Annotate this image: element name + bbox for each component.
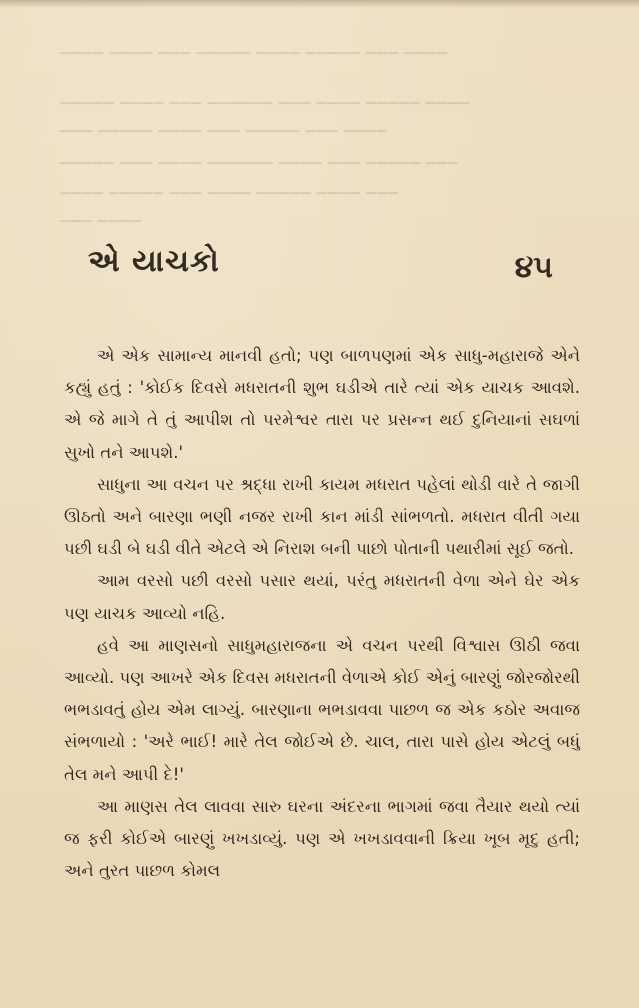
show-through-line: ▁▁▁▁▁ ▁▁▁▁ ▁▁▁ ▁▁▁▁▁▁ ▁▁▁ ▁▁▁▁ ▁▁▁▁▁ ▁▁▁▁ xyxy=(60,90,470,105)
show-through-line: ▁▁▁ ▁▁▁▁ xyxy=(60,208,143,223)
paragraph: હવે આ માણસનો સાધુમહારાજના એ વચન પરથી વિશ્વાસ ઊઠી જવા આવ્યો. પણ આખરે એક દિવસ મધરાતની વેળાએ કોઈ એનું બારણું જોરજોરથી ભભડાવતું હોય એમ લાગ્યું. બારણાના ભભડાવવા પાછળ જ એક કઠોર અવાજ સંભળાયો : 'અરે ભાઈ! મારે તેલ જોઈએ છે. ચાલ, તારા પાસે હોય એટલું બધું તેલ મને આપી દે!' xyxy=(64,635,580,784)
chapter-number: ૪૫ xyxy=(514,250,553,285)
show-through-line: ▁▁▁▁ ▁▁▁▁▁ ▁▁▁ ▁▁▁▁ ▁▁▁▁▁ ▁▁▁▁ ▁▁▁ xyxy=(60,180,399,195)
paragraph: એ એક સામાન્ય માનવી હતો; પણ બાળપણમાં એક સાધુ-મહારાજે એને કહ્યું હતું : 'કોઈક દિવસે મધરાતની શુભ ઘડીએ તારે ત્યાં એક યાચક આવશે. એ જે માગે તે તું આપીશ તો પરમેશ્વર તારા પર પ્રસન્ન થઈ દુનિયાનાં સઘળાં સુખો તને આપશે.' xyxy=(64,346,580,462)
body-text xyxy=(64,340,580,887)
paragraph: સાધુના આ વચન પર શ્રદ્ધા રાખી કાયમ મધરાત પહેલાં થોડી વારે તે જાગી ઊઠતો અને બારણા ભણી નજર રાખી કાન માંડી સાંભળતો. મધરાત વીતી ગયા પછી ઘડી બે ઘડી વીતે એટલે એ નિરાશ બની પાછો પોતાની પથારીમાં સૂઈ જતો. xyxy=(64,474,580,559)
paragraph: આમ વરસો પછી વરસો પસાર થયાં, પરંતુ મધરાતની વેળા એને ઘેર એક પણ યાચક આવ્યો નહિ. xyxy=(64,571,580,623)
show-through-line: ▁▁▁ ▁▁▁▁▁ ▁▁▁▁ ▁▁▁ ▁▁▁▁▁ ▁▁▁ ▁▁▁▁ xyxy=(60,118,388,133)
chapter-title: એ યાચકો xyxy=(88,244,220,279)
show-through-line: ▁▁▁▁ ▁▁▁▁ ▁▁▁ ▁▁▁▁▁ ▁▁▁▁ ▁▁▁▁▁ ▁▁▁ ▁▁▁▁ xyxy=(60,40,448,55)
show-through-line: ▁▁▁▁▁ ▁▁▁ ▁▁▁▁ ▁▁▁▁▁▁ ▁▁▁▁ ▁▁▁ ▁▁▁▁▁ ▁▁▁ xyxy=(60,150,459,165)
page-edge-shadow xyxy=(0,0,639,8)
paragraph: આ માણસ તેલ લાવવા સારુ ઘરના અંદરના ભાગમાં જવા તૈયાર થયો ત્યાં જ ફરી કોઈએ બારણું ખખડાવ્યું. પણ એ ખખડાવવાની ક્રિયા ખૂબ મૃદુ હતી; અને તુરત પાછળ કોમલ xyxy=(64,796,580,881)
